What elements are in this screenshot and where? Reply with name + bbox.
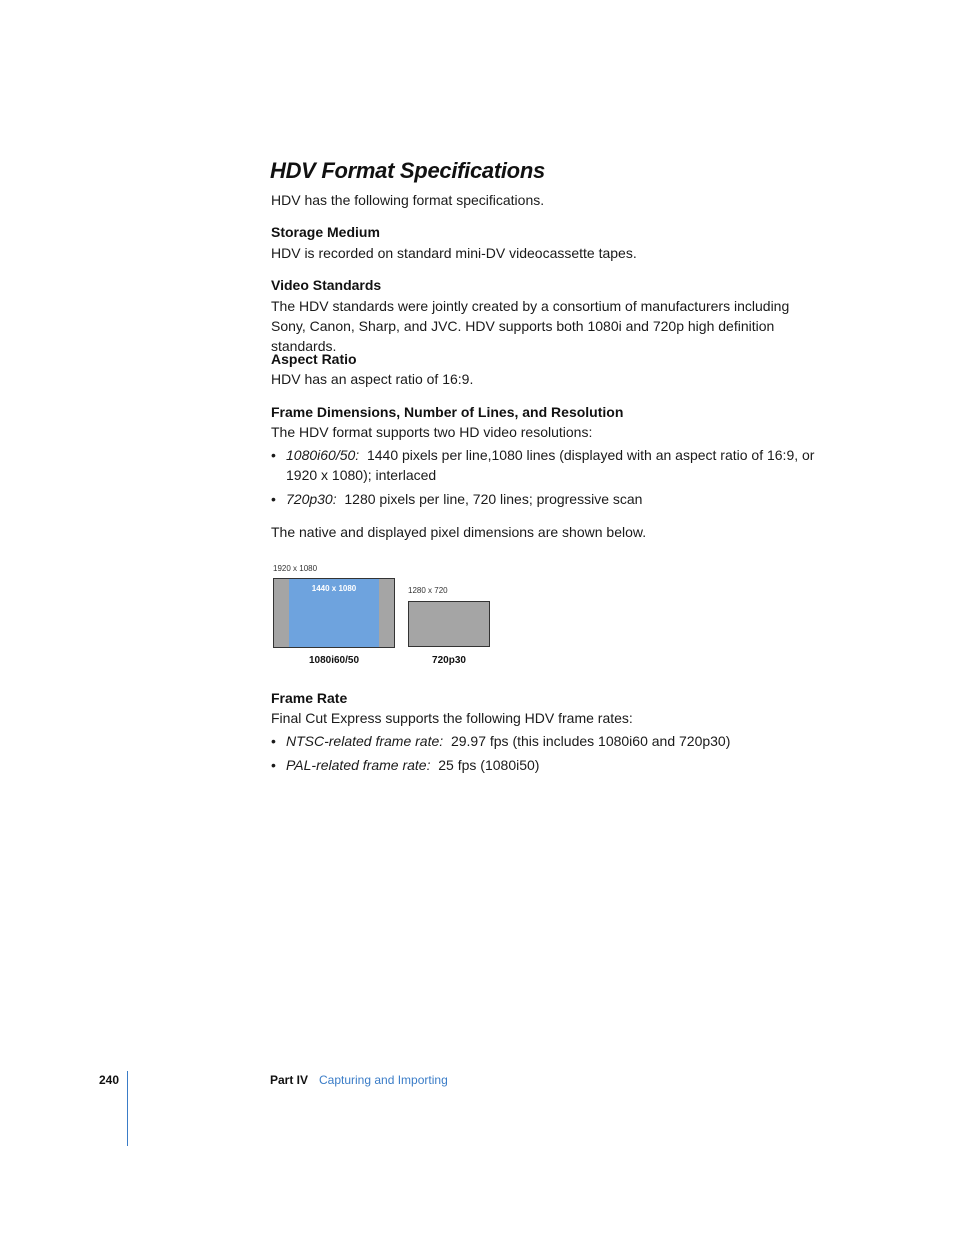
label-1440: 1440 x 1080 — [311, 584, 357, 593]
bullet-dot: • — [271, 447, 276, 463]
footer-chapter-link[interactable]: Capturing and Importing — [319, 1073, 448, 1087]
dimensions-note: The native and displayed pixel dimensions are shown below. — [271, 524, 647, 540]
footer-divider — [127, 1071, 128, 1146]
caption-1080: 1080i60/50 — [308, 655, 360, 666]
frame-dimensions-heading: Frame Dimensions, Number of Lines, and Resolution — [271, 404, 624, 420]
video-standards-heading: Video Standards — [271, 277, 382, 293]
footer-part-label: Part IV — [270, 1073, 309, 1087]
bullet-term: 1080i60/50: — [286, 447, 360, 463]
storage-text: HDV is recorded on standard mini-DV videocassette tapes. — [271, 245, 637, 261]
frame-rate-text: Final Cut Express supports the following HDV frame rates: — [271, 710, 633, 726]
frame-720-box — [408, 601, 490, 647]
bullet-text: 1280 pixels per line, 720 lines; progressive scan — [344, 491, 643, 507]
frame-dimensions-text: The HDV format supports two HD video resolutions: — [271, 424, 593, 440]
bullet-term: 720p30: — [286, 491, 337, 507]
bullet-dot: • — [271, 733, 276, 749]
aspect-ratio-heading: Aspect Ratio — [271, 351, 357, 367]
bullet-text: 29.97 fps (this includes 1080i60 and 720p30) — [450, 733, 731, 749]
storage-heading: Storage Medium — [271, 224, 380, 240]
list-item — [271, 445, 831, 485]
caption-720: 720p30 — [432, 655, 466, 666]
frame-rate-heading: Frame Rate — [271, 690, 348, 706]
list-item — [271, 489, 831, 509]
label-1920: 1920 x 1080 — [273, 564, 318, 573]
bullet-dot: • — [271, 491, 276, 507]
video-standards-text: The HDV standards were jointly created by a consortium of manufacturers including Sony, Canon, Sharp, and JVC. HDV supports both 1080i and 720p high definition standards. — [271, 298, 790, 354]
page-title: HDV Format Specifications — [270, 158, 545, 183]
intro-text: HDV has the following format specifications. — [271, 192, 545, 208]
label-1280: 1280 x 720 — [408, 586, 448, 595]
list-item — [271, 755, 831, 775]
bullet-text: 25 fps (1080i50) — [438, 757, 540, 773]
bullet-term: NTSC-related frame rate: — [286, 733, 444, 749]
list-item — [271, 731, 831, 751]
aspect-ratio-text: HDV has an aspect ratio of 16:9. — [271, 371, 474, 387]
bullet-text: 1440 pixels per line,1080 lines (displayed with an aspect ratio of 16:9, or 1920 x 1080); interlaced — [286, 447, 815, 483]
bullet-dot: • — [271, 757, 276, 773]
bullet-term: PAL-related frame rate: — [286, 757, 431, 773]
page-number: 240 — [99, 1073, 120, 1087]
